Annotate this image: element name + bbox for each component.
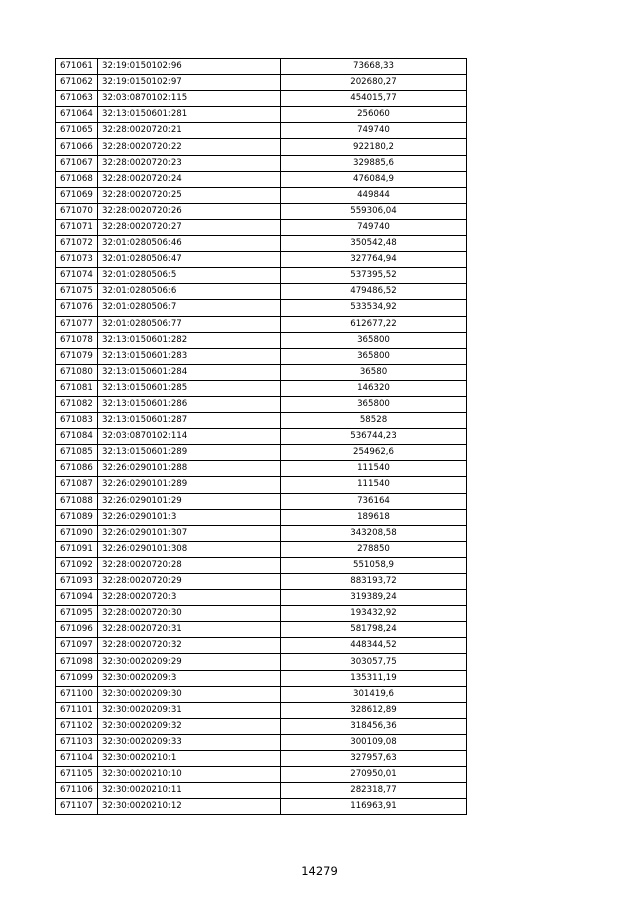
table-row: [56, 525, 467, 541]
cadastral-number-cell: 32:28:0020720:26: [98, 203, 281, 219]
value-cell: 327764,94: [281, 252, 467, 268]
value-cell: 73668,33: [281, 59, 467, 75]
value-cell: 533534,92: [281, 300, 467, 316]
table-row: [56, 734, 467, 750]
row-id-cell: 671075: [56, 284, 98, 300]
value-cell: 278850: [281, 541, 467, 557]
row-id-cell: 671084: [56, 429, 98, 445]
table-row: [56, 396, 467, 412]
cadastral-number-cell: 32:19:0150102:96: [98, 59, 281, 75]
table-row: [56, 751, 467, 767]
table-row: [56, 541, 467, 557]
row-id-cell: 671062: [56, 75, 98, 91]
row-id-cell: 671099: [56, 670, 98, 686]
cadastral-number-cell: 32:13:0150601:281: [98, 107, 281, 123]
row-id-cell: 671069: [56, 187, 98, 203]
value-cell: 328612,89: [281, 702, 467, 718]
table-row: [56, 348, 467, 364]
value-cell: 256060: [281, 107, 467, 123]
cadastral-number-cell: 32:28:0020720:25: [98, 187, 281, 203]
row-id-cell: 671098: [56, 654, 98, 670]
table-row: [56, 171, 467, 187]
table-row: [56, 413, 467, 429]
row-id-cell: 671097: [56, 638, 98, 654]
cadastral-number-cell: 32:26:0290101:307: [98, 525, 281, 541]
row-id-cell: 671094: [56, 590, 98, 606]
value-cell: 479486,52: [281, 284, 467, 300]
table-row: [56, 686, 467, 702]
table-row: [56, 364, 467, 380]
value-cell: 282318,77: [281, 783, 467, 799]
row-id-cell: 671096: [56, 622, 98, 638]
value-cell: 301419,6: [281, 686, 467, 702]
row-id-cell: 671089: [56, 509, 98, 525]
value-cell: 749740: [281, 123, 467, 139]
row-id-cell: 671105: [56, 767, 98, 783]
cadastral-number-cell: 32:28:0020720:23: [98, 155, 281, 171]
value-cell: 111540: [281, 461, 467, 477]
table-row: [56, 622, 467, 638]
cadastral-number-cell: 32:13:0150601:284: [98, 364, 281, 380]
cadastral-number-cell: 32:26:0290101:308: [98, 541, 281, 557]
table-row: [56, 155, 467, 171]
page-number: 14279: [301, 864, 338, 878]
value-cell: 318456,36: [281, 718, 467, 734]
cadastral-number-cell: 32:13:0150601:283: [98, 348, 281, 364]
table-row: [56, 268, 467, 284]
value-cell: 883193,72: [281, 574, 467, 590]
table-row: [56, 477, 467, 493]
table-row: [56, 799, 467, 815]
row-id-cell: 671102: [56, 718, 98, 734]
row-id-cell: 671083: [56, 413, 98, 429]
value-cell: 454015,77: [281, 91, 467, 107]
row-id-cell: 671078: [56, 332, 98, 348]
cadastral-number-cell: 32:30:0020209:30: [98, 686, 281, 702]
table-row: [56, 107, 467, 123]
value-cell: 551058,9: [281, 557, 467, 573]
row-id-cell: 671085: [56, 445, 98, 461]
table-row: [56, 590, 467, 606]
row-id-cell: 671077: [56, 316, 98, 332]
cadastral-number-cell: 32:28:0020720:30: [98, 606, 281, 622]
value-cell: 922180,2: [281, 139, 467, 155]
cadastral-number-cell: 32:01:0280506:7: [98, 300, 281, 316]
cadastral-number-cell: 32:13:0150601:286: [98, 396, 281, 412]
value-cell: 581798,24: [281, 622, 467, 638]
table-row: [56, 670, 467, 686]
table-body: [56, 59, 467, 815]
cadastral-number-cell: 32:01:0280506:47: [98, 252, 281, 268]
table-row: [56, 767, 467, 783]
value-cell: 536744,23: [281, 429, 467, 445]
value-cell: 476084,9: [281, 171, 467, 187]
value-cell: 111540: [281, 477, 467, 493]
cadastral-number-cell: 32:13:0150601:285: [98, 380, 281, 396]
value-cell: 365800: [281, 396, 467, 412]
cadastral-number-cell: 32:30:0020210:12: [98, 799, 281, 815]
row-id-cell: 671101: [56, 702, 98, 718]
cadastral-number-cell: 32:03:0870102:114: [98, 429, 281, 445]
row-id-cell: 671080: [56, 364, 98, 380]
cadastral-number-cell: 32:28:0020720:28: [98, 557, 281, 573]
value-cell: 270950,01: [281, 767, 467, 783]
value-cell: 329885,6: [281, 155, 467, 171]
row-id-cell: 671088: [56, 493, 98, 509]
table-row: [56, 380, 467, 396]
cadastral-number-cell: 32:30:0020209:32: [98, 718, 281, 734]
row-id-cell: 671091: [56, 541, 98, 557]
cadastral-number-cell: 32:30:0020210:11: [98, 783, 281, 799]
cadastral-number-cell: 32:28:0020720:22: [98, 139, 281, 155]
table-row: [56, 91, 467, 107]
value-cell: 327957,63: [281, 751, 467, 767]
table-row: [56, 509, 467, 525]
cadastral-number-cell: 32:30:0020209:31: [98, 702, 281, 718]
value-cell: 343208,58: [281, 525, 467, 541]
row-id-cell: 671107: [56, 799, 98, 815]
cadastral-number-cell: 32:01:0280506:6: [98, 284, 281, 300]
table-row: [56, 139, 467, 155]
value-cell: 350542,48: [281, 236, 467, 252]
table-row: [56, 445, 467, 461]
cadastral-number-cell: 32:28:0020720:32: [98, 638, 281, 654]
cadastral-number-cell: 32:13:0150601:289: [98, 445, 281, 461]
value-cell: 202680,27: [281, 75, 467, 91]
table-row: [56, 252, 467, 268]
value-cell: 365800: [281, 348, 467, 364]
cadastral-number-cell: 32:13:0150601:287: [98, 413, 281, 429]
value-cell: 300109,08: [281, 734, 467, 750]
table-row: [56, 219, 467, 235]
row-id-cell: 671071: [56, 219, 98, 235]
cadastral-number-cell: 32:28:0020720:24: [98, 171, 281, 187]
row-id-cell: 671082: [56, 396, 98, 412]
table-row: [56, 332, 467, 348]
row-id-cell: 671081: [56, 380, 98, 396]
cadastral-number-cell: 32:13:0150601:282: [98, 332, 281, 348]
data-table: [55, 58, 467, 815]
table-row: [56, 654, 467, 670]
cadastral-number-cell: 32:30:0020209:33: [98, 734, 281, 750]
value-cell: 303057,75: [281, 654, 467, 670]
value-cell: 36580: [281, 364, 467, 380]
table-row: [56, 59, 467, 75]
row-id-cell: 671067: [56, 155, 98, 171]
row-id-cell: 671095: [56, 606, 98, 622]
table-row: [56, 606, 467, 622]
row-id-cell: 671076: [56, 300, 98, 316]
cadastral-number-cell: 32:28:0020720:3: [98, 590, 281, 606]
value-cell: 537395,52: [281, 268, 467, 284]
row-id-cell: 671065: [56, 123, 98, 139]
table-row: [56, 557, 467, 573]
table-row: [56, 429, 467, 445]
row-id-cell: 671064: [56, 107, 98, 123]
cadastral-number-cell: 32:26:0290101:289: [98, 477, 281, 493]
row-id-cell: 671103: [56, 734, 98, 750]
value-cell: 365800: [281, 332, 467, 348]
table-row: [56, 718, 467, 734]
row-id-cell: 671086: [56, 461, 98, 477]
value-cell: 189618: [281, 509, 467, 525]
row-id-cell: 671073: [56, 252, 98, 268]
cadastral-number-cell: 32:01:0280506:5: [98, 268, 281, 284]
table-row: [56, 284, 467, 300]
value-cell: 116963,91: [281, 799, 467, 815]
cadastral-number-cell: 32:01:0280506:77: [98, 316, 281, 332]
table-row: [56, 783, 467, 799]
table-row: [56, 493, 467, 509]
table-row: [56, 574, 467, 590]
value-cell: 193432,92: [281, 606, 467, 622]
cadastral-number-cell: 32:28:0020720:29: [98, 574, 281, 590]
table-row: [56, 316, 467, 332]
table-row: [56, 123, 467, 139]
cadastral-number-cell: 32:01:0280506:46: [98, 236, 281, 252]
row-id-cell: 671061: [56, 59, 98, 75]
table-row: [56, 638, 467, 654]
table-row: [56, 702, 467, 718]
row-id-cell: 671104: [56, 751, 98, 767]
row-id-cell: 671074: [56, 268, 98, 284]
cadastral-number-cell: 32:26:0290101:288: [98, 461, 281, 477]
row-id-cell: 671066: [56, 139, 98, 155]
value-cell: 448344,52: [281, 638, 467, 654]
table-row: [56, 300, 467, 316]
value-cell: 254962,6: [281, 445, 467, 461]
cadastral-number-cell: 32:30:0020209:3: [98, 670, 281, 686]
value-cell: 736164: [281, 493, 467, 509]
row-id-cell: 671087: [56, 477, 98, 493]
table-row: [56, 461, 467, 477]
row-id-cell: 671106: [56, 783, 98, 799]
table-row: [56, 236, 467, 252]
value-cell: 146320: [281, 380, 467, 396]
value-cell: 319389,24: [281, 590, 467, 606]
value-cell: 58528: [281, 413, 467, 429]
cadastral-number-cell: 32:28:0020720:27: [98, 219, 281, 235]
table-row: [56, 187, 467, 203]
table-row: [56, 203, 467, 219]
row-id-cell: 671093: [56, 574, 98, 590]
row-id-cell: 671063: [56, 91, 98, 107]
row-id-cell: 671068: [56, 171, 98, 187]
cadastral-number-cell: 32:26:0290101:3: [98, 509, 281, 525]
cadastral-number-cell: 32:19:0150102:97: [98, 75, 281, 91]
cadastral-number-cell: 32:03:0870102:115: [98, 91, 281, 107]
row-id-cell: 671090: [56, 525, 98, 541]
table-row: [56, 75, 467, 91]
value-cell: 612677,22: [281, 316, 467, 332]
value-cell: 135311,19: [281, 670, 467, 686]
row-id-cell: 671092: [56, 557, 98, 573]
cadastral-number-cell: 32:28:0020720:31: [98, 622, 281, 638]
value-cell: 749740: [281, 219, 467, 235]
row-id-cell: 671070: [56, 203, 98, 219]
cadastral-number-cell: 32:30:0020210:1: [98, 751, 281, 767]
row-id-cell: 671079: [56, 348, 98, 364]
value-cell: 559306,04: [281, 203, 467, 219]
row-id-cell: 671072: [56, 236, 98, 252]
cadastral-number-cell: 32:30:0020210:10: [98, 767, 281, 783]
row-id-cell: 671100: [56, 686, 98, 702]
cadastral-number-cell: 32:26:0290101:29: [98, 493, 281, 509]
value-cell: 449844: [281, 187, 467, 203]
cadastral-number-cell: 32:28:0020720:21: [98, 123, 281, 139]
cadastral-number-cell: 32:30:0020209:29: [98, 654, 281, 670]
